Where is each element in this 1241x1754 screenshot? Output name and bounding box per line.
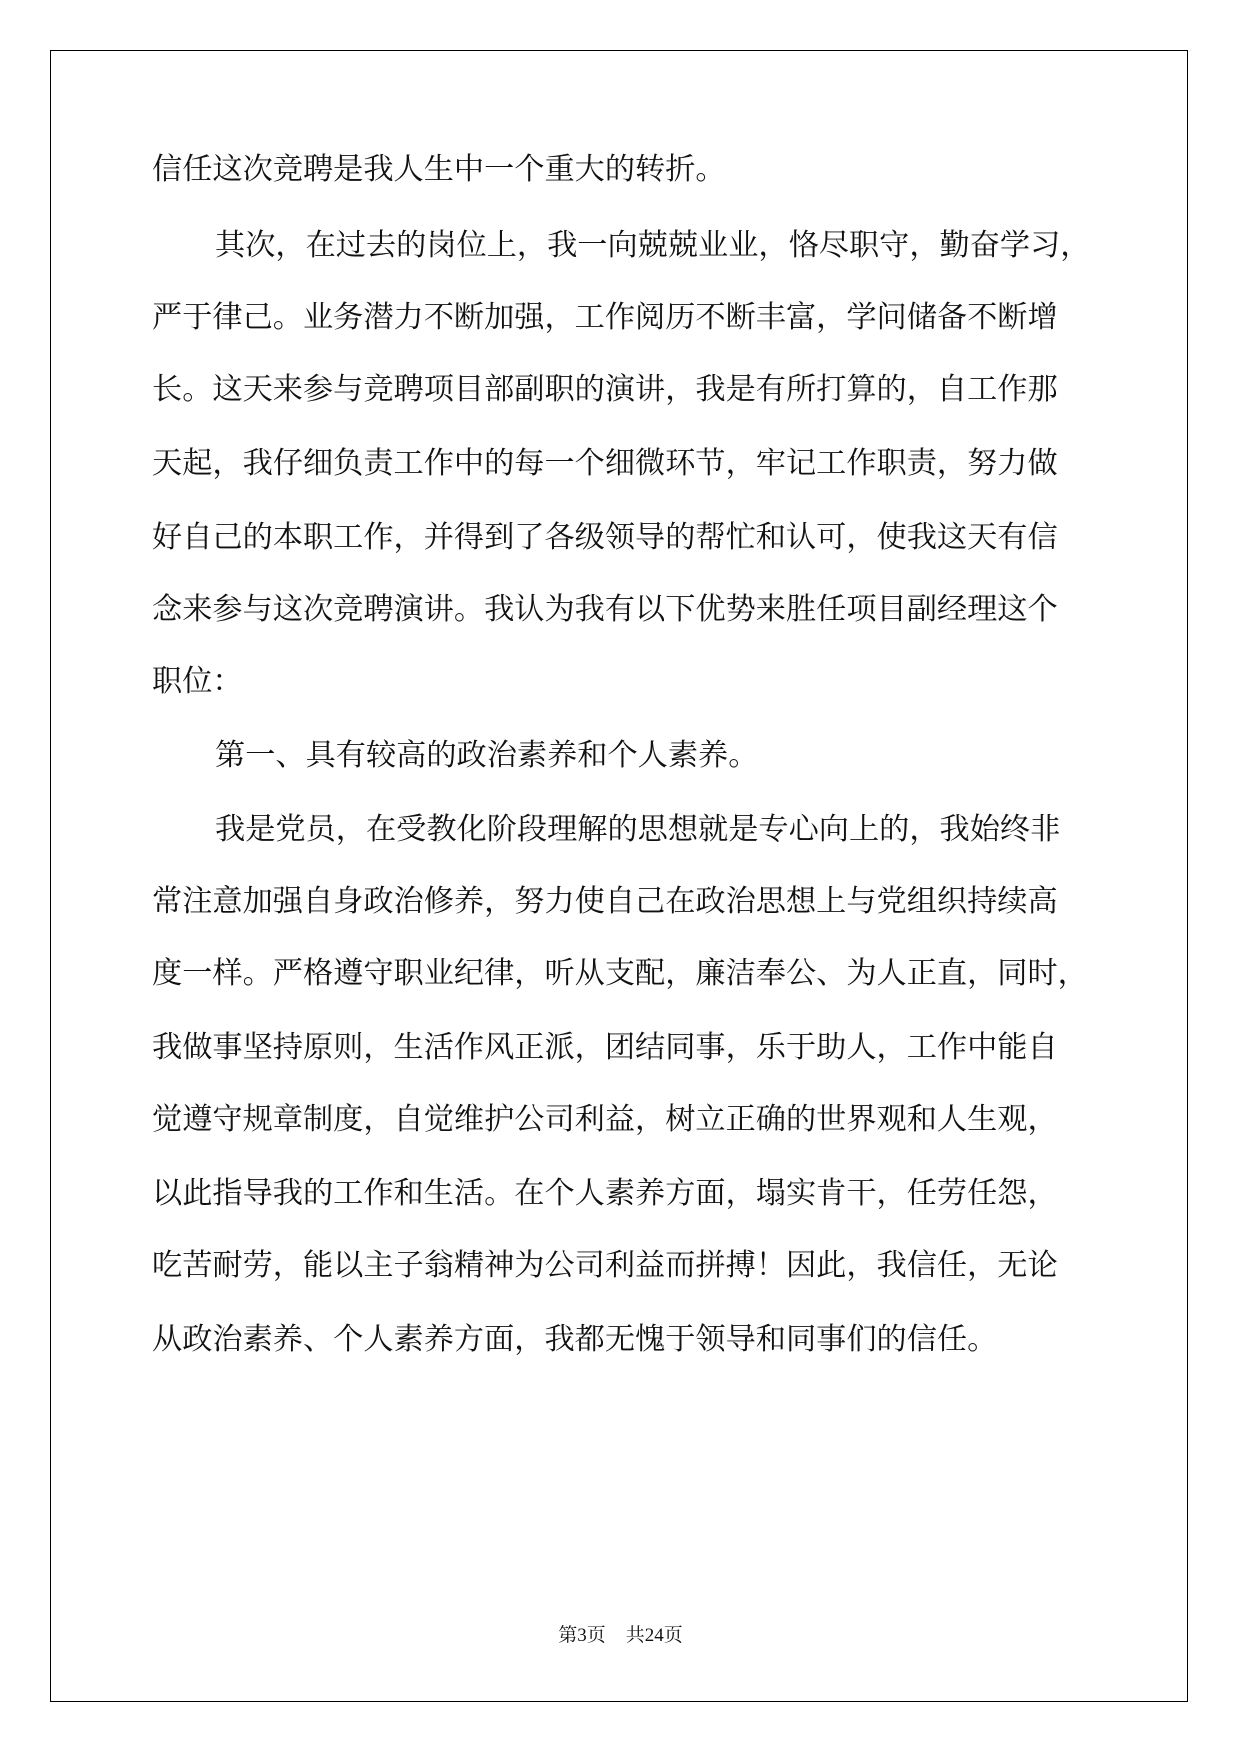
paragraph-2-line-1: 其次，在过去的岗位上，我一向兢兢业业，恪尽职守，勤奋学习， <box>215 228 1091 263</box>
paragraph-3-line-7: 吃苦耐劳，能以主子翁精神为公司利益而拼搏！因此，我信任，无论 <box>152 1248 1058 1283</box>
page-total: 共24页 <box>625 1625 683 1646</box>
paragraph-3-line-8: 从政治素养、个人素养方面，我都无愧于领导和同事们的信任。 <box>152 1322 998 1357</box>
paragraph-2-line-6: 念来参与这次竞聘演讲。我认为我有以下优势来胜任项目副经理这个 <box>152 592 1058 627</box>
paragraph-3-line-4: 我做事坚持原则，生活作风正派，团结同事，乐于助人，工作中能自 <box>152 1030 1058 1065</box>
paragraph-2-line-5: 好自己的本职工作，并得到了各级领导的帮忙和认可，使我这天有信 <box>152 520 1058 555</box>
paragraph-3-line-5: 觉遵守规章制度，自觉维护公司利益，树立正确的世界观和人生观， <box>152 1102 1058 1137</box>
paragraph-3-line-1: 我是党员，在受教化阶段理解的思想就是专心向上的，我始终非 <box>215 812 1061 847</box>
heading-first-point: 第一、具有较高的政治素养和个人素养。 <box>215 738 759 773</box>
paragraph-2-line-4: 天起，我仔细负责工作中的每一个细微环节，牢记工作职责，努力做 <box>152 446 1058 481</box>
paragraph-3-line-3: 度一样。严格遵守职业纪律，听从支配，廉洁奉公、为人正直，同时， <box>152 956 1088 991</box>
paragraph-2-line-7: 职位： <box>152 664 243 699</box>
paragraph-2-line-2: 严于律己。业务潜力不断加强，工作阅历不断丰富，学问储备不断增 <box>152 300 1058 335</box>
paragraph-3-line-6: 以此指导我的工作和生活。在个人素养方面，塌实肯干，任劳任怨， <box>152 1176 1058 1211</box>
page-footer <box>0 1620 1241 1647</box>
page-number: 第3页 <box>558 1625 606 1646</box>
paragraph-3-line-2: 常注意加强自身政治修养，努力使自己在政治思想上与党组织持续高 <box>152 884 1058 919</box>
text-line-1: 信任这次竞聘是我人生中一个重大的转折。 <box>152 152 726 187</box>
paragraph-2-line-3: 长。这天来参与竞聘项目部副职的演讲，我是有所打算的，自工作那 <box>152 372 1058 407</box>
